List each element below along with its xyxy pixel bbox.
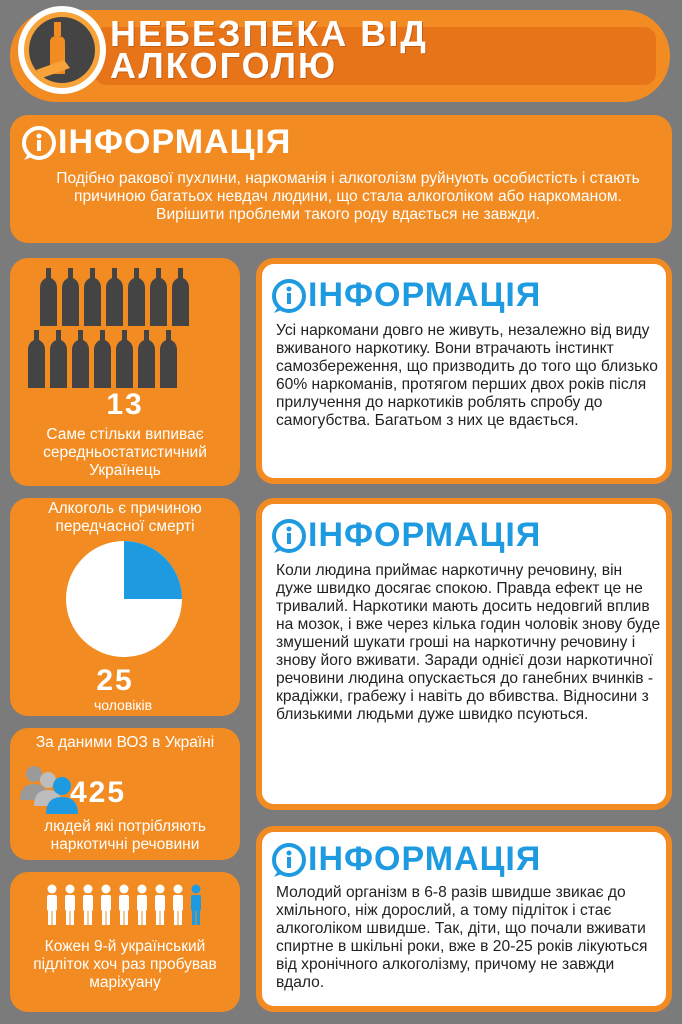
- stat-heading-drugs: За даними ВОЗ в Україні: [35, 734, 215, 751]
- stat-panel-teens: [10, 872, 240, 1012]
- info-icon: [272, 279, 306, 313]
- stat-heading-death: Алкоголь є причиною передчасної смерті: [48, 500, 202, 535]
- info-panel-3: [256, 498, 672, 810]
- stat-panel-drugs: [10, 728, 240, 860]
- bottle-logo: [18, 6, 106, 94]
- info-heading: ІНФОРМАЦІЯ: [308, 516, 542, 554]
- stat-caption-drugs: людей які потрібляють наркотичні речовини: [44, 818, 206, 853]
- info-panel-2: [256, 258, 672, 484]
- teen-people-icon: [44, 884, 214, 926]
- info-text-2: Усі наркомани довго не живуть, незалежно від виду вживаного наркотику. Вони втрачають інстинкт самозбереження, що призводить до того що близько 60% наркоманів, протягом перших двох років після прилучення до наркотиків роблять спробу до самогубства. Багатьом з них це вдається.: [276, 322, 658, 429]
- info-heading: ІНФОРМАЦІЯ: [308, 840, 542, 878]
- info-panel-4: [256, 826, 672, 1012]
- stat-caption-teens: Кожен 9-й український підліток хоч раз пробував маріхуану: [33, 938, 217, 991]
- info-text-1: Подібно ракової пухлини, наркоманія і алкоголізм руйнують особистість і стають причиною багатьох невдач людини, що стала алкоголіком або наркоманом. Вирішити проблеми такого роду вдається не завжди.: [56, 170, 640, 223]
- pie-slice-highlight: [124, 541, 182, 599]
- stat-number-death: 25: [96, 664, 134, 697]
- info-icon: [272, 519, 306, 553]
- info-icon: [22, 126, 56, 160]
- info-text-3: Коли людина приймає наркотичну речовину, він дуже швидко досягає спокою. Правда ефект це не тривалий. Наркотики мають досить недовгий вплив на мозок, і вже через кілька годин чоловік знову буде змушений шукати гроші на наркотичну речовину і знову його вживати. Заради однієї дози наркотичної речовини людина опускається до ганебних вчинків - крадіжки, грабежу і навіть до вбивства. Відносини з близькими людьми дуже швидко псуються.: [276, 562, 661, 723]
- stat-panel-bottles: [10, 258, 240, 486]
- info-heading: ІНФОРМАЦІЯ: [58, 123, 292, 161]
- stat-panel-death: [10, 498, 240, 716]
- bottle-icon: [24, 12, 100, 88]
- bottles-icon: [24, 266, 226, 390]
- info-panel-1: [10, 115, 672, 243]
- stat-caption-bottles: Саме стільки випиває середньостатистичний Українець: [43, 426, 207, 479]
- info-heading: ІНФОРМАЦІЯ: [308, 276, 542, 314]
- info-icon: [272, 843, 306, 877]
- info-text-4: Молодий організм в 6-8 разів швидше звикає до хмільного, ніж дорослий, а тому підліток і стає алкоголіком швидше. Так, діти, що почали вживати спиртне в шкільні роки, вже в 20-25 років лікуються від хронічного алкоголізму, причому не завжди вдало.: [276, 884, 648, 991]
- stat-number-drugs: 425: [70, 776, 127, 809]
- stat-number-bottles: 13: [106, 388, 144, 421]
- stat-caption-death: чоловіків: [93, 697, 153, 713]
- pie-chart: [63, 538, 185, 660]
- page-title: НЕБЕЗПЕКА ВІД АЛКОГОЛЮ: [110, 13, 428, 86]
